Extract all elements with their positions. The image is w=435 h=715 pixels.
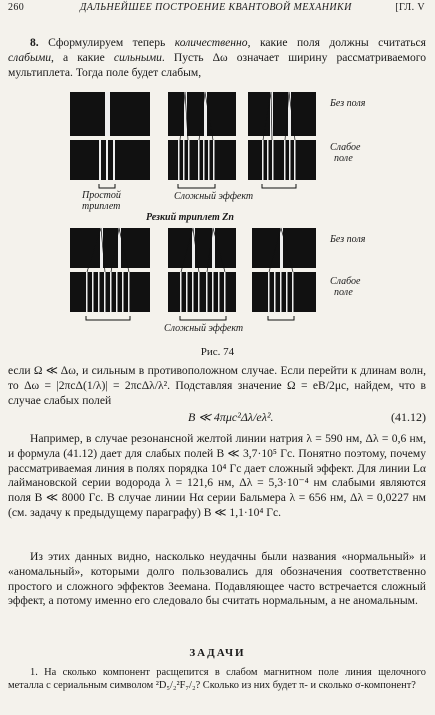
- intro-text-4: . Пусть Δω означает ширину рассматриваемого мультиплета. Тогда поле будет слабым,: [8, 50, 427, 79]
- spectrum-weak-field-bottom-mid: [168, 272, 236, 312]
- problem-1-text: 1. На сколько компонент расщепится в слабом магнитном поле линия щелочного металла с сериальным символом ²D₅/₂²F₇/₂? Сколько из них будет π- и сколько σ-компонент?: [8, 667, 426, 691]
- spectrum-weak-field-top-right: [248, 140, 316, 180]
- body-text-2: Например, в случае резонансной желтой линии натрия λ = 590 нм, Δλ = 0,6 нм, и формула (41.12) дает для слабых полей B ≪ 3,7·10⁵ Гс. Понятно поэтому, почему рассматриваемая линия в полях порядка 10⁴ Гс дает сложный эффект. Для линии Lα лаймановской серии водорода λ = 121,6 нм, Δλ = 5,3·10⁻⁴ нм слабыми являются поля B ≪ 8000 Гс. В случае линии Hα серии Бальмера λ = 656 нм, Δλ = 0,0227 нм (см. задачу к предыдущему параграфу) B ≪ 1,1·10⁴ Гс.: [8, 432, 426, 519]
- spectrum-no-field-bottom-left: [70, 228, 150, 268]
- brackets-bottom: [86, 316, 294, 320]
- intro-italic-1: количественно: [174, 36, 248, 49]
- intro-italic-3: сильными: [113, 50, 162, 64]
- spectrum-no-field-top-right: [248, 92, 316, 136]
- label-weak-field-top-2: поле: [334, 153, 353, 164]
- running-title: ДАЛЬНЕЙШЕЕ ПОСТРОЕНИЕ КВАНТОВОЙ МЕХАНИКИ: [80, 2, 352, 13]
- formula-41-12: [8, 410, 426, 426]
- spectrum-no-field-bottom-right: [252, 228, 316, 268]
- running-header: [8, 2, 427, 16]
- spectrum-weak-field-bottom-right: [252, 272, 316, 312]
- spectrum-weak-field-top-mid: [168, 140, 236, 180]
- label-complex-effect-bottom: Сложный эффект: [164, 323, 244, 334]
- brackets-top: [99, 184, 296, 188]
- label-weak-field-top-1: Слабое: [330, 142, 361, 153]
- item-number: 8.: [30, 36, 39, 49]
- figure-caption: Рис. 74: [200, 346, 235, 358]
- label-sharp-triplet-zn: Резкий триплет Zn: [146, 212, 234, 223]
- formula-number: (41.12): [391, 410, 426, 424]
- formula-expression: B ≪ 4πμc²Δλ/eλ².: [188, 410, 274, 424]
- intro-text-1: Сформулируем теперь: [38, 36, 175, 49]
- label-weak-field-bottom-2: поле: [334, 287, 353, 298]
- body-paragraph-3: [8, 550, 426, 609]
- body-text-1: если Ω ≪ Δω, и сильным в противоположном случае. Если перейти к длинам волн, то Δω = |2πcΔ(1/λ)| = 2πcΔλ/λ². Подставляя значение Ω = eB/2μc, найдем, что в случае слабых полей: [8, 364, 426, 407]
- label-no-field-bottom: Без поля: [330, 234, 366, 245]
- intro-text-2: , какие поля должны считаться: [247, 36, 427, 49]
- label-complex-effect-top: Сложный эффект: [174, 191, 254, 202]
- intro-text-3: , а какие: [51, 50, 114, 64]
- chapter-marker: [ГЛ. V: [395, 2, 425, 13]
- label-no-field-top: Без поля: [330, 98, 366, 109]
- spectrum-no-field-top-left: [70, 92, 150, 136]
- label-weak-field-bottom-1: Слабое: [330, 276, 361, 287]
- spectrum-weak-field-top-left: [70, 140, 150, 180]
- body-text-3: Из этих данных видно, насколько неудачны были названия «нормальный» и «аномальный», которыми долго пользовались для обозначения соответственно простого и сложного эффектов Зеемана. Подавляющее часто встречается сложный эффект, а потому именно его следовало бы считать нормальным, а не аномальным.: [8, 550, 426, 608]
- problem-1: [8, 666, 426, 692]
- section-title-problems: ЗАДАЧИ: [189, 647, 246, 659]
- intro-italic-2: слабыми: [8, 50, 52, 64]
- label-simple-triplet-1: Простой: [82, 190, 121, 201]
- page-number: 260: [8, 2, 25, 13]
- spectrum-no-field-bottom-mid: [168, 228, 236, 268]
- body-paragraph-2: [8, 432, 426, 521]
- spectrum-weak-field-bottom-left: [70, 272, 150, 312]
- label-simple-triplet-2: триплет: [82, 201, 121, 212]
- body-paragraph-1: [8, 364, 426, 408]
- figure-74: [0, 88, 435, 343]
- intro-paragraph: [8, 36, 426, 80]
